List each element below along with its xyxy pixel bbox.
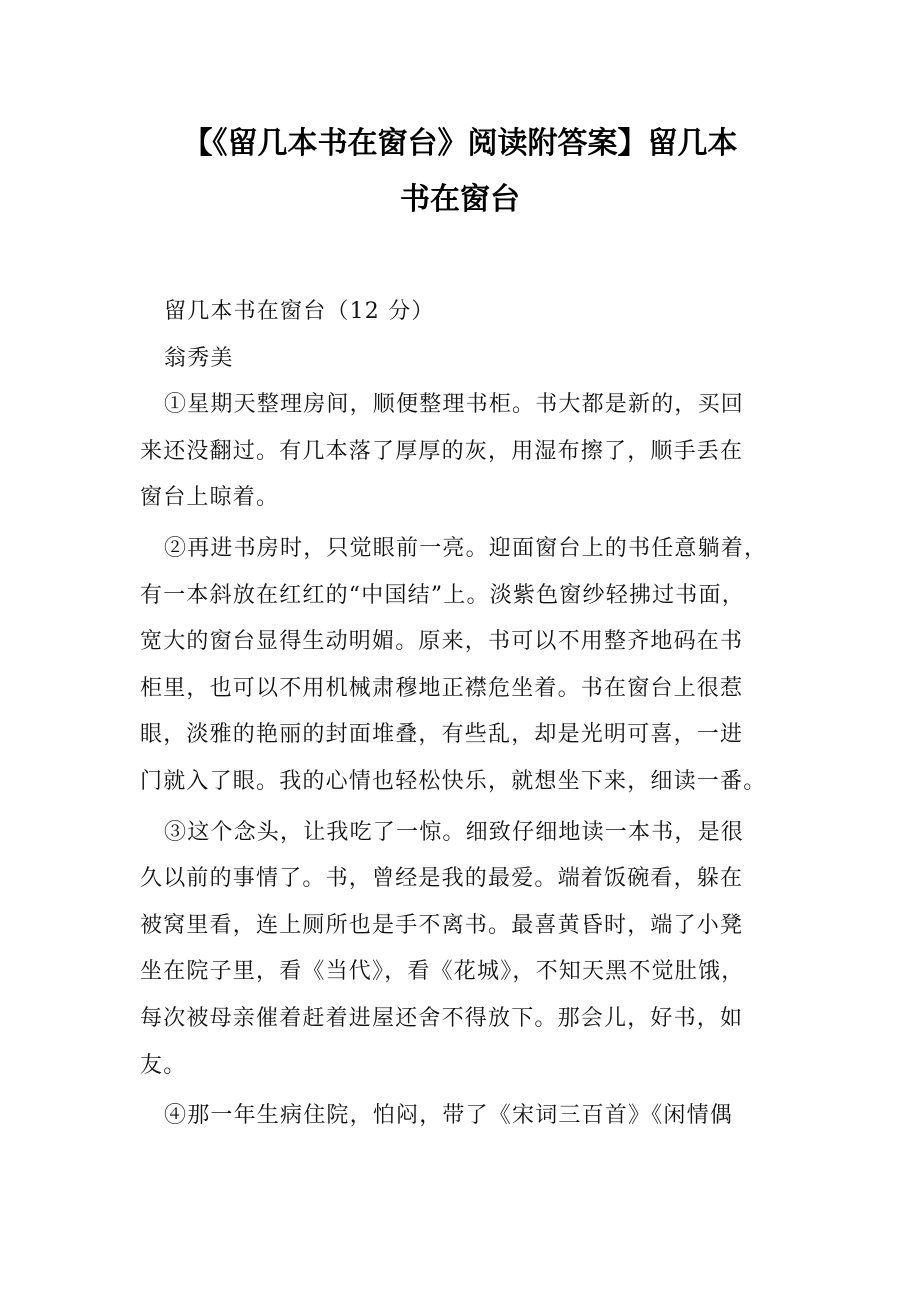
paragraph-line: 每次被母亲催着赶着进屋还舍不得放下。那会儿，好书，如 xyxy=(140,1005,744,1031)
paragraph-line: 有一本斜放在红红的“中国结”上。淡紫色窗纱轻拂过书面， xyxy=(140,582,745,608)
paragraphs xyxy=(140,385,790,1143)
paragraph-line: 窗台上晾着。 xyxy=(140,485,280,511)
paragraph-line: 坐在院子里，看《当代》，看《花城》，不知天黑不觉肚饿， xyxy=(140,959,745,985)
title-line-2: 书在窗台 xyxy=(400,182,520,217)
paragraph-line: 来还没翻过。有几本落了厚厚的灰，用湿布擦了，顺手丢在 xyxy=(140,438,744,464)
paragraph-line: 门就入了眼。我的心情也轻松快乐，就想坐下来，细读一番。 xyxy=(140,768,767,794)
paragraph-line: 宽大的窗台显得生动明媚。原来，书可以不用整齐地码在书 xyxy=(140,629,744,655)
paragraph-line: ④那一年生病住院，怕闷，带了《宋词三百首》《闲情偶 xyxy=(164,1103,734,1129)
paragraph-line: 柜里，也可以不用机械肃穆地正襟危坐着。书在窗台上很惹 xyxy=(140,675,744,701)
title-line-1: 【《留几本书在窗台》阅读附答案】留几本 xyxy=(182,126,738,161)
document-title xyxy=(0,116,920,228)
document-body xyxy=(140,292,790,1143)
paragraph-line: ②再进书房时，只觉眼前一亮。迎面窗台上的书任意躺着， xyxy=(164,535,768,561)
paragraph xyxy=(140,813,790,1093)
paragraph xyxy=(140,529,790,809)
paragraph xyxy=(140,1096,790,1143)
article-subtitle: 留几本书在窗台（12 分） xyxy=(164,299,435,324)
paragraph-line: 眼，淡雅的艳丽的封面堆叠，有些乱，却是光明可喜，一进 xyxy=(140,722,744,748)
paragraph xyxy=(140,385,790,525)
article-author: 翁秀美 xyxy=(164,345,234,371)
paragraph-line: ①星期天整理房间，顺便整理书柜。书大都是新的，买回 xyxy=(164,392,745,418)
paragraph-line: 被窝里看，连上厕所也是手不离书。最喜黄昏时，端了小凳 xyxy=(140,912,744,938)
paragraph-line: 友。 xyxy=(140,1052,187,1078)
paragraph-line: ③这个念头，让我吃了一惊。细致仔细地读一本书，是很 xyxy=(164,819,745,845)
paragraph-line: 久以前的事情了。书，曾经是我的最爱。端着饭碗看，躲在 xyxy=(140,866,744,892)
